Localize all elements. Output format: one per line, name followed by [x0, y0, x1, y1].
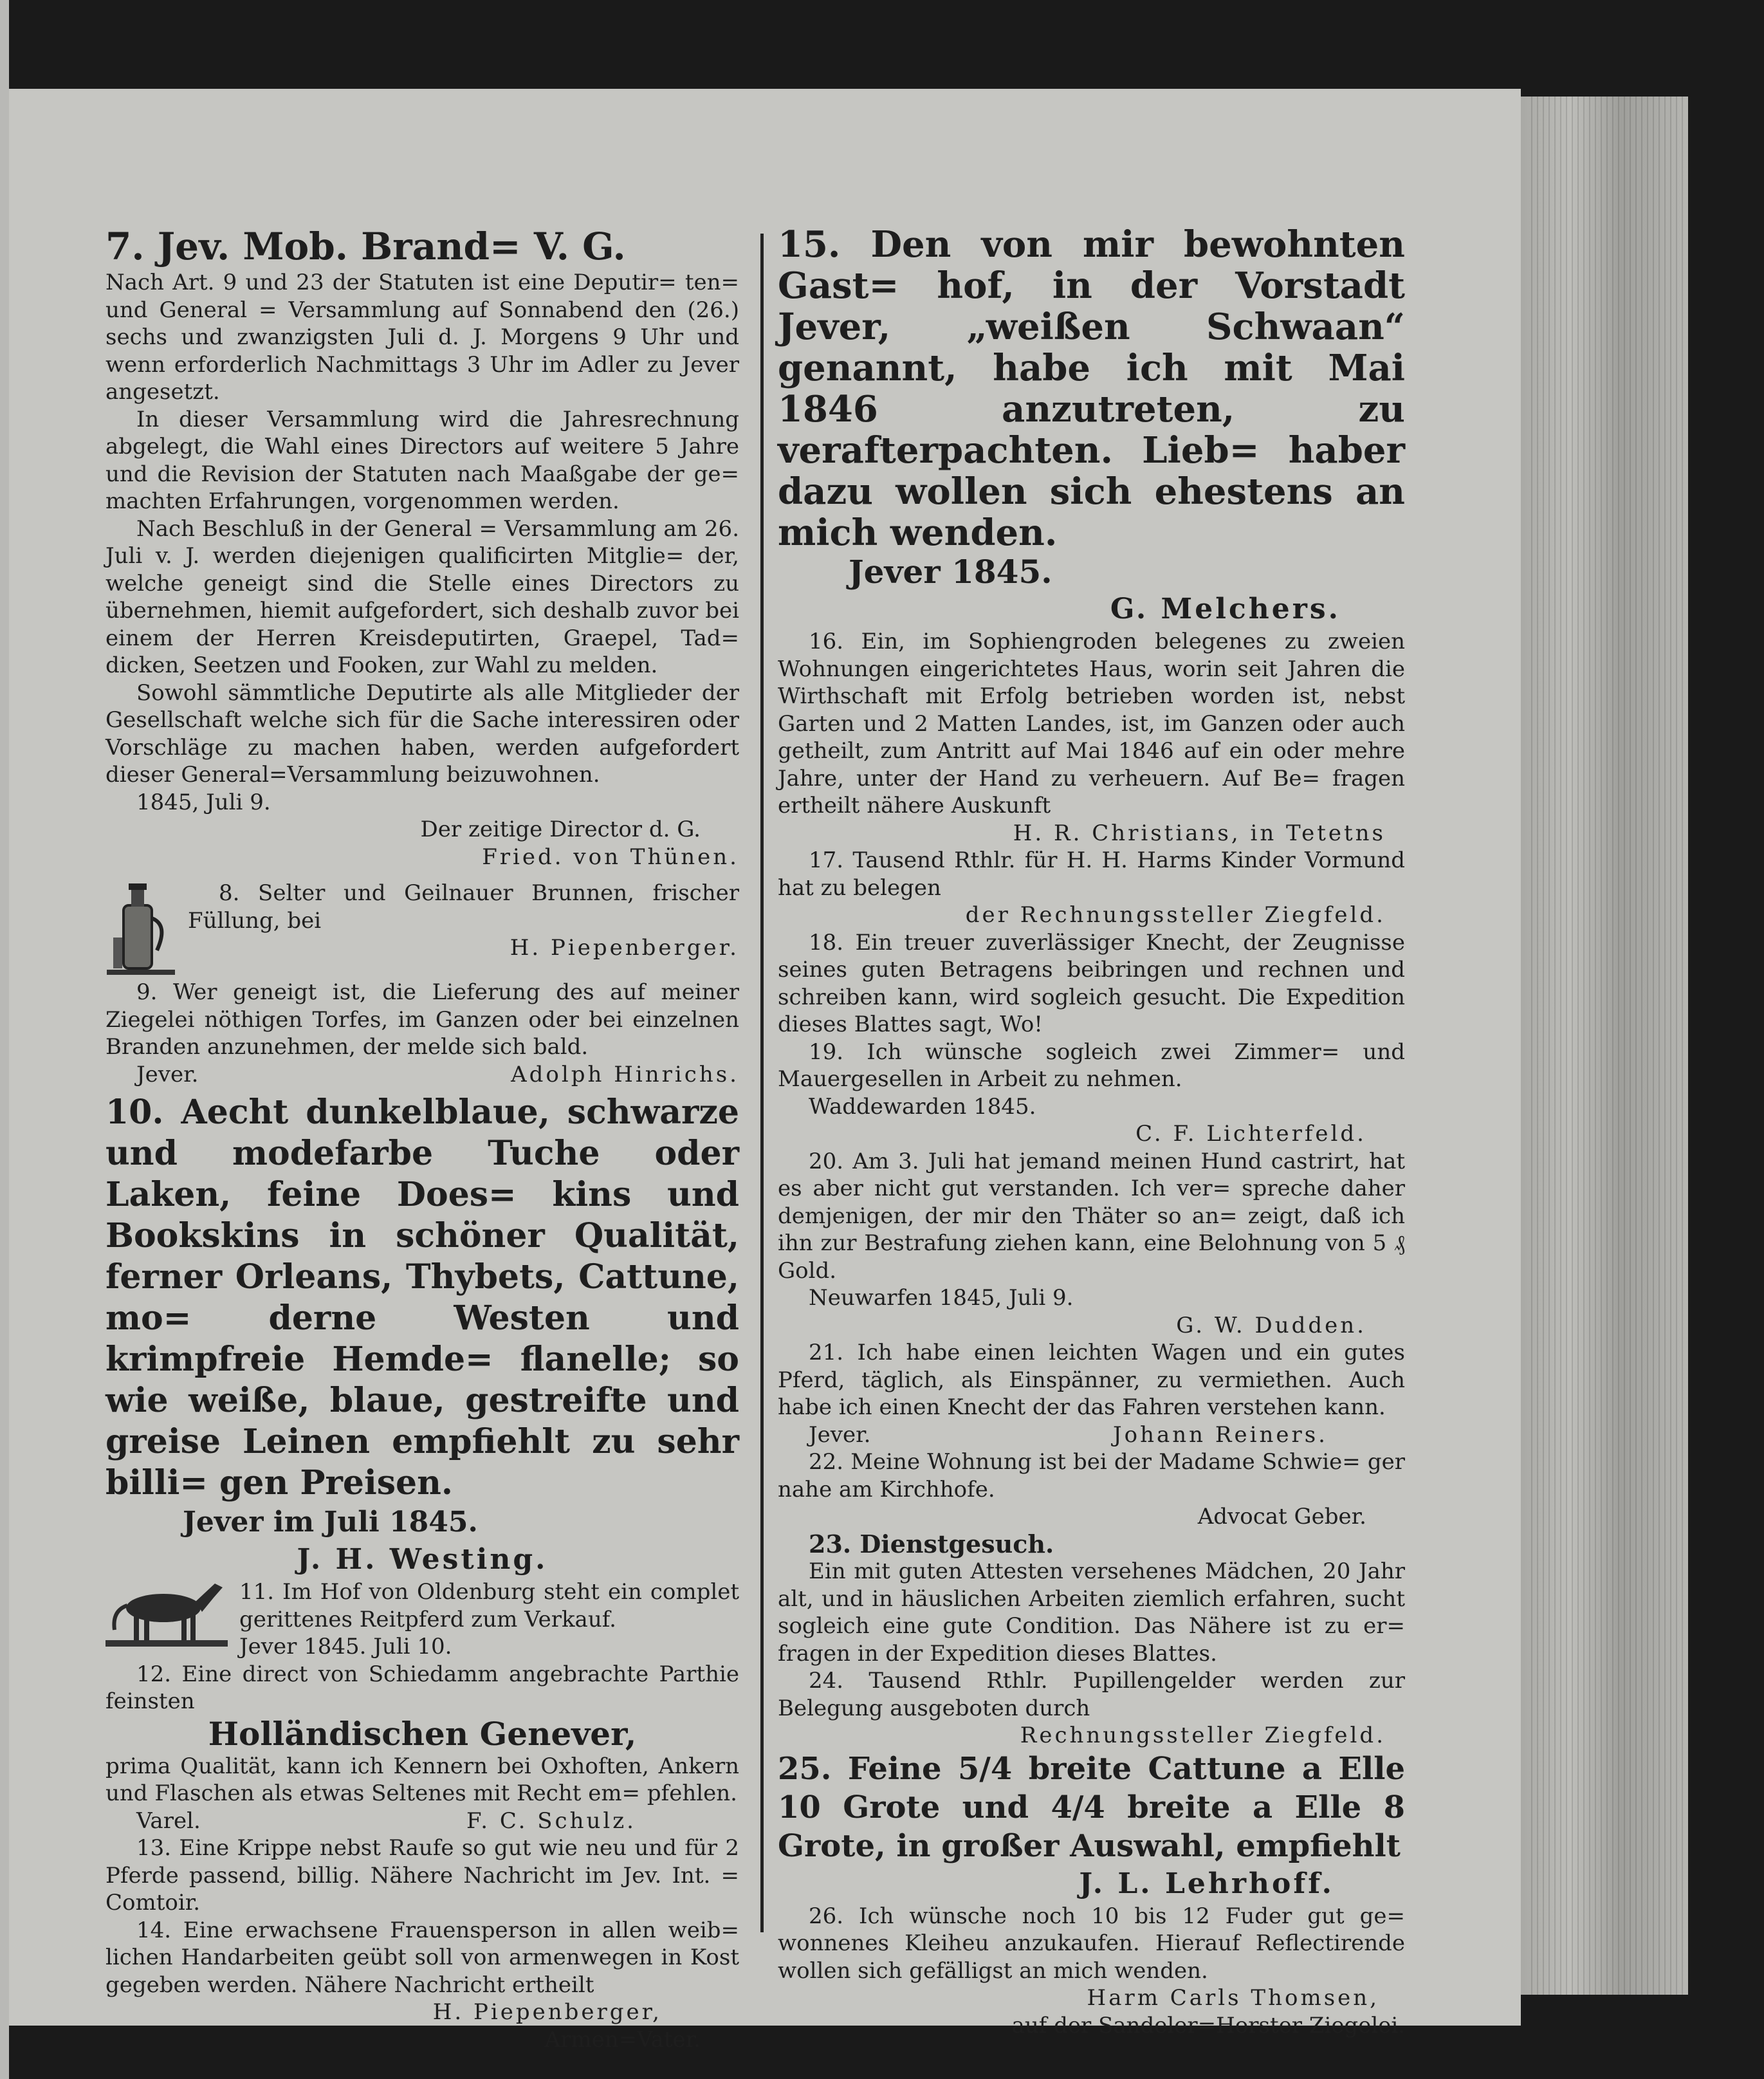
- ad8-text: 8. Selter und Geilnauer Brunnen, frischer Füllung, bei: [188, 880, 739, 934]
- ad23-text: Ein mit guten Attesten versehenes Mädchen, 20 Jahr alt, und in häuslichen Arbeiten ziemlich erfahren, sucht sogleich eine gute Condition. Das Nähere ist zu er= fragen in der Expedition dieses Blattes.: [778, 1558, 1405, 1667]
- ad24-signature: Rechnungssteller Ziegfeld.: [1020, 1723, 1386, 1748]
- page-edge-lines: [1531, 97, 1686, 1995]
- ad21-signature: Johann Reiners.: [1113, 1421, 1328, 1448]
- ad26-signature: Harm Carls Thomsen,: [1087, 1985, 1379, 2011]
- ad12-center: Holländischen Genever,: [208, 1714, 637, 1753]
- ad25-text: 25. Feine 5/4 breite Cattune a Elle 10 Grote und 4/4 breite a Elle 8 Grote, in großer Auswahl, empfiehlt: [778, 1750, 1405, 1864]
- ad13-text: 13. Eine Krippe nebst Raufe so gut wie neu und für 2 Pferde passend, billig. Nähere Nachricht im Jev. Int. = Comtoir.: [106, 1835, 739, 1916]
- right-column: [778, 224, 1405, 2039]
- ad20-text: 20. Am 3. Juli hat jemand meinen Hund castrirt, hat es aber nicht gut verstanden. Ich ver= spreche daher demjenigen, der mir den Thäter so an= zeigt, daß ich ihn zur Bestrafung ziehen kann, eine Belohnung von 5 ₰ Gold.: [778, 1148, 1405, 1284]
- ad12-text2: prima Qualität, kann ich Kennern bei Oxhoften, Ankern und Flaschen als etwas Seltenes mit Recht em= pfehlen.: [106, 1753, 739, 1806]
- ad8-signature: H. Piepenberger.: [510, 935, 739, 961]
- ad9-signature: Adolph Hinrichs.: [511, 1061, 739, 1087]
- ad16-text: 16. Ein, im Sophiengroden belegenes zu zweien Wohnungen eingerichtetes Haus, worin seit Jahren die Wirthschaft mit Erfolg betrieben worden ist, nebst Garten und 2 Matten Landes, ist, im Ganzen oder auch getheilt, zum Antritt auf Mai 1846 auf ein oder mehre Jahre, unter der Hand zu verheuern. Auf Be= fragen ertheilt nähere Auskunft: [778, 629, 1405, 818]
- ad11-text: 11. Im Hof von Oldenburg steht ein complet gerittenes Reitpferd zum Verkauf.: [239, 1579, 739, 1632]
- ad16-signature: H. R. Christians, in Tetetns: [1013, 820, 1386, 846]
- ad19-text: 19. Ich wünsche sogleich zwei Zimmer= und Mauergesellen in Arbeit zu nehmen.: [778, 1039, 1405, 1092]
- ad10-text: 10. Aecht dunkelblaue, schwarze und modefarbe Tuche oder Laken, feine Does= kins und Bookskins in schöner Qualität, ferner Orleans, Thybets, Cattune, mo= derne Westen und krimpfreie Hemde= flanelle; so wie weiße, blaue, gestreifte und greise Leinen empfiehlt zu sehr billi= gen Preisen.: [106, 1093, 739, 1502]
- ad19-date: Waddewarden 1845.: [809, 1093, 1036, 1120]
- ad20-signature: G. W. Dudden.: [1176, 1312, 1366, 1338]
- ad12-place: Varel.: [136, 1807, 201, 1834]
- ad9-place: Jever.: [136, 1061, 199, 1087]
- ad17-signature: der Rechnungssteller Ziegfeld.: [965, 902, 1386, 928]
- ad7-p1: Nach Art. 9 und 23 der Statuten ist eine Deputir= ten= und General = Versammlung auf Sonnabend den (26.) sechs und zwanzigsten Juli d. J. Morgens 9 Uhr und wenn erforderlich Nachmittags 3 Uhr im Adler zu Jever angesetzt.: [106, 270, 739, 405]
- ad14-role: Armen=Vater.: [544, 2026, 701, 2053]
- ad26-text: 26. Ich wünsche noch 10 bis 12 Fuder gut ge= wonnenes Kleiheu anzukaufen. Hierauf Reflectirende wollen sich gefälligst an mich wenden.: [778, 1903, 1405, 1984]
- ad18-text: 18. Ein treuer zuverlässiger Knecht, der Zeugnisse seines guten Betragens beibringen und rechnen und schreiben kann, wird sogleich gesucht. Die Expedition dieses Blattes sagt, Wo!: [778, 929, 1405, 1037]
- ad15-text: 15. Den von mir bewohnten Gast= hof, in der Vorstadt Jever, „weißen Schwaan“ genannt, habe ich mit Mai 1846 anzutreten, zu verafterpachten. Lieb= haber dazu wollen sich ehestens an mich wenden.: [778, 223, 1405, 554]
- ad25-signature: J. L. Lehrhoff.: [1079, 1867, 1334, 1900]
- ad10-date: Jever im Juli 1845.: [183, 1506, 478, 1538]
- ad7-date: 1845, Juli 9.: [136, 789, 271, 815]
- ad17-text: 17. Tausend Rthlr. für H. H. Harms Kinder Vormund hat zu belegen: [778, 847, 1405, 901]
- ad26-location: auf der Sandeler=Horster Ziegelei.: [1011, 2012, 1405, 2038]
- ad7-p4: Sowohl sämmtliche Deputirte als alle Mitglieder der Gesellschaft welche sich für die Sache interessiren oder Vorschläge zu machen haben, werden aufgefordert dieser General=Versammlung beizuwohnen.: [106, 679, 739, 788]
- ad19-signature: C. F. Lichterfeld.: [1135, 1121, 1366, 1147]
- ad21-place: Jever.: [809, 1421, 871, 1448]
- ad7-heading: 7. Jev. Mob. Brand= V. G.: [106, 225, 626, 268]
- ad9-text: 9. Wer geneigt ist, die Lieferung des auf meiner Ziegelei nöthigen Torfes, im Ganzen oder bei einzelnen Branden anzunehmen, der melde sich bald.: [106, 979, 739, 1060]
- ad22-text: 22. Meine Wohnung ist bei der Madame Schwie= ger nahe am Kirchhofe.: [778, 1449, 1405, 1502]
- ad12-text1: 12. Eine direct von Schiedamm angebrachte Parthie feinsten: [106, 1661, 739, 1714]
- ad7-p2: In dieser Versammlung wird die Jahresrechnung abgelegt, die Wahl eines Directors auf weitere 5 Jahre und die Revision der Statuten nach Maaßgabe der ge= machten Erfahrungen, vorgenommen werden.: [106, 406, 739, 514]
- ad12-signature: F. C. Schulz.: [466, 1807, 636, 1834]
- ad24-text: 24. Tausend Rthlr. Pupillengelder werden zur Belegung ausgeboten durch: [778, 1668, 1405, 1721]
- ad7-role: Der zeitige Director d. G.: [420, 817, 701, 842]
- ad15-signature: G. Melchers.: [1110, 593, 1341, 625]
- ad7-p3: Nach Beschluß in der General = Versammlung am 26. Juli v. J. werden diejenigen qualificirten Mitglie= der, welche geneigt sind die Stelle eines Directors zu übernehmen, hiemit aufgefordert, sich deshalb zuvor bei einem der Herren Kreisdeputirten, Graepel, Tad= dicken, Seetzen und Fooken, zur Wahl zu melden.: [106, 515, 739, 678]
- left-column: [106, 224, 739, 2053]
- column-divider: [760, 234, 764, 1932]
- newspaper-page: [9, 89, 1521, 2053]
- ad23-heading: 23. Dienstgesuch.: [809, 1529, 1054, 1558]
- ad11-date: Jever 1845. Juli 10.: [239, 1634, 452, 1659]
- horse-icon: [106, 1578, 228, 1652]
- ad22-signature: Advocat Geber.: [1197, 1504, 1366, 1529]
- ad7-signature: Fried. von Thünen.: [482, 844, 739, 870]
- ad14-signature: H. Piepenberger,: [432, 1999, 662, 2025]
- ad15-date: Jever 1845.: [849, 553, 1052, 591]
- ad14-text: 14. Eine erwachsene Frauensperson in allen weib= lichen Handarbeiten geübt soll von armenwegen in Kost gegeben werden. Nähere Nachricht ertheilt: [106, 1917, 739, 1998]
- ad10-signature: J. H. Westing.: [297, 1543, 548, 1576]
- ad21-text: 21. Ich habe einen leichten Wagen und ein gutes Pferd, täglich, als Einspänner, zu vermiethen. Auch habe ich einen Knecht der das Fahren verstehen kann.: [778, 1340, 1405, 1420]
- mineral-water-jug-icon: [106, 880, 176, 979]
- ad20-date: Neuwarfen 1845, Juli 9.: [809, 1285, 1074, 1311]
- scan-frame-left: [0, 0, 9, 2079]
